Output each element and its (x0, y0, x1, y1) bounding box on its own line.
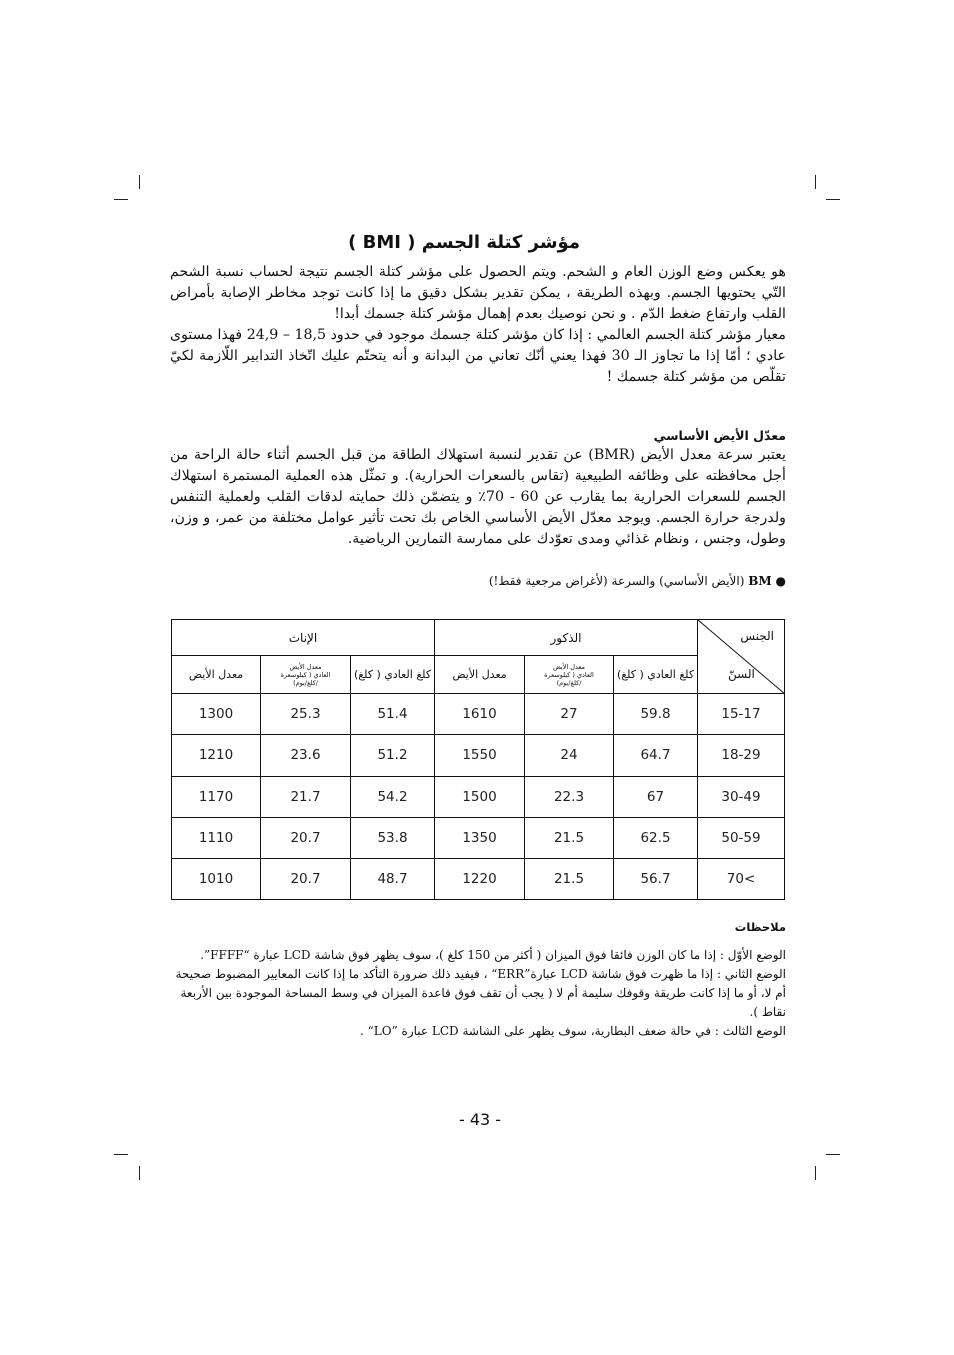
table-row (172, 694, 785, 735)
cell-male-weight: 67 (614, 776, 698, 817)
cell-female-rate: 21.7 (261, 776, 351, 817)
header-male-weight: كلغ العادي ( كلغ) (614, 656, 698, 694)
crop-mark (139, 175, 140, 189)
cell-female-weight: 51.2 (351, 735, 435, 776)
cell-male-rate: 27 (525, 694, 614, 735)
cell-male-rate: 24 (525, 735, 614, 776)
cell-female-bmr: 1010 (172, 858, 261, 899)
header-female-rate: معدل الأيض العادي ( كيلوسعرة /كلغ/يوم) (261, 656, 351, 694)
cell-female-weight: 51.4 (351, 694, 435, 735)
cell-age: 15-17 (698, 694, 785, 735)
header-male-rate: معدل الأيض العادي ( كيلوسعرة /كلغ/يوم) (525, 656, 614, 694)
cell-male-rate: 22.3 (525, 776, 614, 817)
bmr-title: معدّل الأيض الأساسي (653, 428, 786, 443)
cell-female-weight: 53.8 (351, 817, 435, 858)
header-female-bmr: معدل الأيض (172, 656, 261, 694)
bmi-section (170, 262, 786, 388)
cell-female-bmr: 1110 (172, 817, 261, 858)
cell-female-rate: 20.7 (261, 858, 351, 899)
crop-mark (826, 199, 840, 200)
table-row (172, 817, 785, 858)
note-2: الوضع الثاني : إذا ما ظهرت فوق شاشة LCD عبارة”ERR“ ، فيفيد ذلك ضرورة التأكد ما إذا كانت المعايير المضبوط صحيحة أم لا، أو ما إذا كانت طريقة وقوفك سليمة أم لا ( يجب أن تقف فوق قاعدة الميزان في وسط المساحة الموجودة بين الأربعة نقاط ). (175, 967, 786, 1019)
bullet-text: (الأيض الأساسي) والسرعة (لأغراض مرجعية فقط!) (488, 574, 745, 588)
note-1: الوضع الأوّل : إذا ما كان الوزن فائقا فوق الميزان ( أكثر من 150 كلغ )، سوف يظهر فوق شاشة LCD عبارة “FFFF”. (200, 948, 786, 962)
cell-age: >70 (698, 858, 785, 899)
bmr-bullet (170, 574, 786, 588)
cell-age: 18-29 (698, 735, 785, 776)
crop-mark (114, 199, 128, 200)
cell-male-bmr: 1350 (435, 817, 525, 858)
cell-female-weight: 48.7 (351, 858, 435, 899)
cell-male-bmr: 1610 (435, 694, 525, 735)
header-male: الذكور (435, 620, 698, 656)
cell-male-bmr: 1500 (435, 776, 525, 817)
table-corner-cell (698, 620, 785, 694)
bmi-paragraph-1: هو يعكس وضع الوزن العام و الشحم. ويتم الحصول على مؤشر كتلة الجسم نتيجة لحساب نسبة الشحم التّي يحتويها الجسم. وبهذه الطريقة ، يمكن تقدير بشكل دقيق ما إذا كانت توجد مخاطر الإصابة بأمراض القلب وارتفاع ضغط الدّم . و نحن نوصيك بعدم إهمال مؤشر كتلة جسمك أبدا! (170, 264, 786, 322)
cell-male-weight: 59.8 (614, 694, 698, 735)
cell-male-bmr: 1220 (435, 858, 525, 899)
notes-title: ملاحظات (734, 920, 786, 934)
cell-female-rate: 23.6 (261, 735, 351, 776)
header-female: الإناث (172, 620, 435, 656)
corner-label-age: السنّ (728, 667, 755, 682)
cell-male-weight: 62.5 (614, 817, 698, 858)
bmr-table (171, 619, 785, 900)
cell-age: 30-49 (698, 776, 785, 817)
crop-mark (815, 1166, 816, 1180)
cell-male-rate: 21.5 (525, 858, 614, 899)
cell-female-bmr: 1210 (172, 735, 261, 776)
cell-female-rate: 20.7 (261, 817, 351, 858)
crop-mark (826, 1154, 840, 1155)
header-female-weight: كلغ العادي ( كلغ) (351, 656, 435, 694)
cell-female-weight: 54.2 (351, 776, 435, 817)
cell-female-bmr: 1300 (172, 694, 261, 735)
bullet-dot: ● (775, 574, 786, 588)
header-male-bmr: معدل الأيض (435, 656, 525, 694)
crop-mark (815, 175, 816, 189)
bmr-paragraph: يعتبر سرعة معدل الأيض (BMR) عن تقدير لنسبة استهلاك الطاقة من قبل الجسم أثناء حالة الراحة من أجل محافظته على وظائفه الطبيعية (تقاس بالسعرات الحرارية). و تمثّل هذه العملية المستمرة استهلاك الجسم للسعرات الحرارية بما يقارب عن 60 - 70٪ و يتضمّن ذلك حمايته لدقات القلب ولعملية التنفس ولدرجة حرارة الجسم. ويوجد معدّل الأيض الأساسي الخاص بك تحت تأثير عوامل مختلفة من عمر، و وزن، وطول، وجنس ، ونظام غذائي ومدى تعوّدك على ممارسة التمارين الرياضية. (170, 447, 786, 547)
crop-mark (114, 1154, 128, 1155)
bmi-title: مؤشر كتلة الجسم ( BMI ) (348, 232, 580, 253)
corner-label-gender: الجنس (740, 629, 774, 643)
cell-female-bmr: 1170 (172, 776, 261, 817)
bmi-paragraph-2: معيار مؤشر كتلة الجسم العالمي : إذا كان مؤشر كتلة جسمك موجود في حدود 18,5 – 24,9 فهذا مستوى عادي ؛ أمّا إذا ما تجاوز الـ 30 فهذا يعني أنّك تعاني من البدانة و أنه يتحتّم عليك اتّخاذ التدابير اللّازمة لكيّ تقلّص من مؤشر كتلة جسمك ! (170, 327, 786, 385)
cell-age: 50-59 (698, 817, 785, 858)
bmr-section (170, 428, 786, 550)
table-row (172, 776, 785, 817)
cell-male-weight: 64.7 (614, 735, 698, 776)
cell-male-bmr: 1550 (435, 735, 525, 776)
table-row (172, 858, 785, 899)
page-number: - 43 - (458, 1110, 502, 1129)
notes-section (170, 920, 786, 1041)
cell-female-rate: 25.3 (261, 694, 351, 735)
bullet-bold: BM (748, 574, 772, 588)
cell-male-rate: 21.5 (525, 817, 614, 858)
note-3: الوضع الثالث : في حالة ضعف البطارية، سوف يظهر على الشاشة LCD عبارة ”LO“ . (360, 1024, 786, 1038)
cell-male-weight: 56.7 (614, 858, 698, 899)
crop-mark (139, 1166, 140, 1180)
table-row (172, 735, 785, 776)
